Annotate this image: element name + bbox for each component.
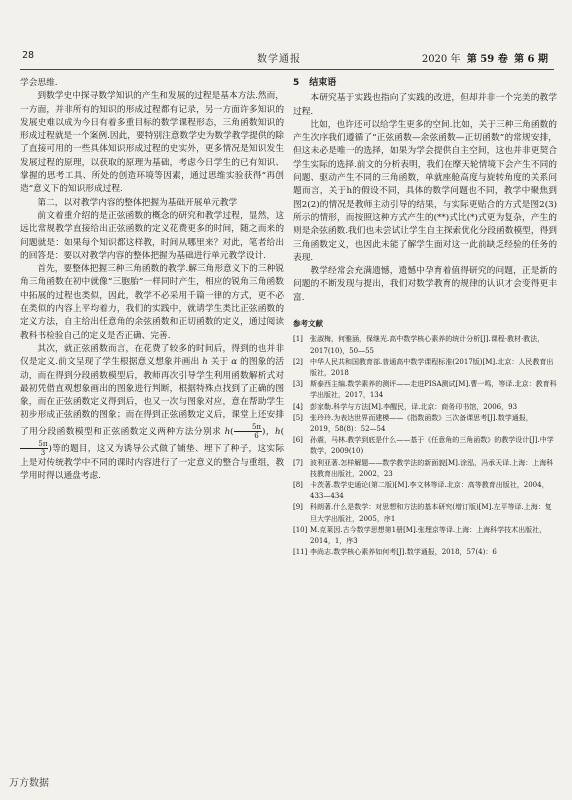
references-list <box>293 334 557 558</box>
reference-item <box>293 334 557 356</box>
reference-number: [9] <box>293 503 303 512</box>
paren: ) <box>262 426 266 437</box>
section-title: 结束语 <box>309 78 337 88</box>
reference-item <box>293 413 557 435</box>
reference-number: [3] <box>293 380 303 389</box>
paragraph: 教学经常会充满遗憾，遗憾中孕育着值得研究的问题，正是新的问题的不断发现与提出，我们对数学教育的规律的认识才会变得更丰富. <box>293 266 557 303</box>
paragraph: 首先，要整体把握三种三角函数的教学.解三角形意义下的三种锐角三角函数在初中就像“三胞胎”一样同时产生，相应的锐角三角函数中拓展的过程也类似，因此，教学不必采用千篇一律的方式，更不必在类似的内容上平均着力，我们的实践中，就请学生类比正弦函数的定义方法，自主给出任意角的余弦函数和正切函数的定义，通过阅读教科书检验自己的定义是否正确、完善. <box>20 264 284 341</box>
paragraph: 本研究基于实践也指向了实践的改进，但却并非一个完美的教学过程. <box>293 93 557 117</box>
section-heading <box>293 77 557 90</box>
text-run: 关于 <box>210 357 229 368</box>
right-column <box>293 77 557 558</box>
reference-text: 波利亚著.怎样解题——数学教学法的新面貌[M].涂泓，冯承天译.上海：上海科技教育出版社，2002，23 <box>310 458 554 478</box>
section-number: 5 <box>293 78 300 88</box>
paragraph: 比如，也许还可以给学生更多的空间.比如，关于三种三角函数的产生次序我们遵循了“正弦函数—余弦函数—正切函数”的常规安排，但这未必是唯一的选择，如果为学会提供自主空间，这也并非更契合学生实际的选择.前文的分析表明，我们在摩天轮情境下会产生不同的问题、驱动产生不同的三角函数，单就座舱高度与旋转角度的关系问题而言，关于h的假设不同，具体的数学问题也不同，教学中聚焦到图2(2)的情况是教师主动引导的结果，与实际更贴合的方式是图2(3)所示的情形，而按照这种方式产生的(**)式比(*)式更为复杂，产生的则是余弦函数.我们也未尝试让学生自主探索优化分段函数模型，得到三角函数定义，也因此未能了解学生面对这一此前缺乏经验的任务的表现. <box>293 119 557 263</box>
journal-name: 数学通报 <box>257 54 301 65</box>
reference-text: 卡茨著.数学史通论(第二版)[M].李文林等译.北京：高等教育出版社，2004，433—434 <box>310 480 549 501</box>
text-run: 其次，就正弦函数而言，在花费了较多的时间后，得到的也并非仅是定义.前文呈现了学生根据意义想象并画出 <box>20 343 284 368</box>
math-var: h <box>275 426 281 437</box>
reference-item <box>293 502 557 524</box>
fraction-numerator: 5π <box>20 440 48 449</box>
paragraph: 学会思维. <box>20 78 58 88</box>
fraction-denominator: 6 <box>254 431 259 440</box>
reference-item <box>293 435 557 457</box>
reference-text: 张玲玲.为表达世界而建模——《指数函数》三次备课思考[J].数学通报，2019，58(8)：52—54 <box>310 413 533 433</box>
fraction-numerator: 5π <box>234 423 262 432</box>
paragraph: 到数学史中探寻数学知识的产生和发展的过程是基本方法.然而，一方面，并非所有的知识的形成过程都有记录，另一方面许多知识的发展史难以成为今日有着多重目标的数学课程形态，三角函数知识的形成过程就是一个案例.因此，要特别注意数学史为数学教学提供的除了直接可用的一些具体知识形成过程的史实外，更多情况是知识发生发展过程的原理，以获取的原理为基础，考虑今日学生的已有知识、掌握的思考工具、所处的创造环境等因素，通过思维实验获得“再创造”意义下的知识形成过程. <box>20 91 284 195</box>
reference-number: [4] <box>293 402 303 411</box>
reference-number: [7] <box>293 458 303 467</box>
paren: ( <box>230 426 234 437</box>
paren: ( <box>280 426 285 437</box>
left-column <box>20 77 284 483</box>
reference-item <box>293 379 557 401</box>
paragraph <box>20 343 284 483</box>
page-header <box>20 50 552 66</box>
paragraph: 前文着重介绍的是正弦函数的概念的研究和教学过程，显然，这远比常规教学直接给出正弦函数的定义花费更多的时间，随之而来的问题就是：如果每个知识都这样教，时间从哪里来？对此，笔者给出的回答是：要以对教学内容的整体把握为基础进行单元教学设计. <box>20 210 284 261</box>
reference-text: 李尚志.数学核心素养如何考[J].数学通报，2018，57(4)：6 <box>310 548 497 557</box>
reference-number: [10] <box>293 525 308 534</box>
reference-number: [1] <box>293 335 303 344</box>
math-var: h <box>202 357 208 368</box>
reference-item <box>293 402 557 413</box>
issue-volume: 第 59 卷 <box>466 54 508 65</box>
issue-number: 第 6 期 <box>514 54 548 65</box>
paragraph: 第二，以对教学内容的整体把握为基础开展单元教学 <box>37 197 238 208</box>
issue-year: 2020 年 <box>421 54 461 65</box>
reference-item <box>293 480 557 502</box>
text-run: 等的题目，这又为诱导公式做了铺垫、埋下了种子，这实际上是对传统教学中不同的课时内容进行了一定意义的整合与重组，教学用时得以通盘考虑. <box>20 443 284 482</box>
reference-item <box>293 458 557 480</box>
reference-text: 张淑梅，何雅涵，保继光.高中数学核心素养的统计分析[J].课程·教材·教法，2017(10)，50—55 <box>310 335 545 355</box>
reference-number: [8] <box>293 480 303 489</box>
fraction <box>234 423 262 440</box>
text-run: 的图象的活动，而在得到分段函数模型后，教师再次引导学生利用函数解析式对最初凭借直观想象画出的图象进行判断，根据特殊点找到了正确的图象，而在正弦函数定义得到后，也又一次与图象对应，意在帮助学生初步形成正弦函数的图象；而在得到正弦函数定义后，课堂上还安排了用分段函数模型和正弦函数定义两种方法分别求 <box>20 357 285 437</box>
issue-info <box>422 50 548 65</box>
reference-text: 彭家勒.科学与方法[M].李醒民，译.北京：商务印书馆，2006，93 <box>310 402 518 411</box>
watermark: 万方数据 <box>9 778 49 789</box>
fraction-denominator: 3 <box>40 448 46 457</box>
reference-number: [2] <box>293 357 303 366</box>
fraction <box>20 440 48 457</box>
reference-number: [11] <box>293 548 308 557</box>
page-number: 28 <box>22 50 35 61</box>
reference-item <box>293 357 557 379</box>
reference-item <box>293 525 557 547</box>
math-var: α <box>231 357 238 368</box>
references-heading: 参考文献 <box>293 319 323 329</box>
reference-text: 科朗著.什么是数学：对思想和方法的基本研究(增订版)[M].左平等译.上海：复旦大学出版社，2005，序1 <box>310 503 552 523</box>
reference-text: 斯泰西主编.数学素养的测评——走进PISA测试[M].曹一鸣，等译.北京：教育科学出版社，2017，134 <box>310 380 557 400</box>
header-rule <box>20 69 554 70</box>
reference-item <box>293 547 557 558</box>
reference-text: 孙震，马林.教学到底是什么——基于《任意角的三角函数》的教学设计[J].中学数学，2009(10) <box>310 436 554 456</box>
reference-text: M.克莱因.古今数学思想第1册[M].张理京等译.上海：上海科学技术出版社，2014，1，序3 <box>310 525 547 545</box>
reference-text: 中华人民共和国教育部.普通高中数学课程标准(2017版)[M].北京：人民教育出版社，2018 <box>310 357 554 377</box>
paren: ) <box>48 443 52 454</box>
reference-number: [6] <box>293 436 303 445</box>
reference-number: [5] <box>293 413 303 422</box>
text-run: ， <box>265 426 276 437</box>
math-var: h <box>224 426 231 437</box>
